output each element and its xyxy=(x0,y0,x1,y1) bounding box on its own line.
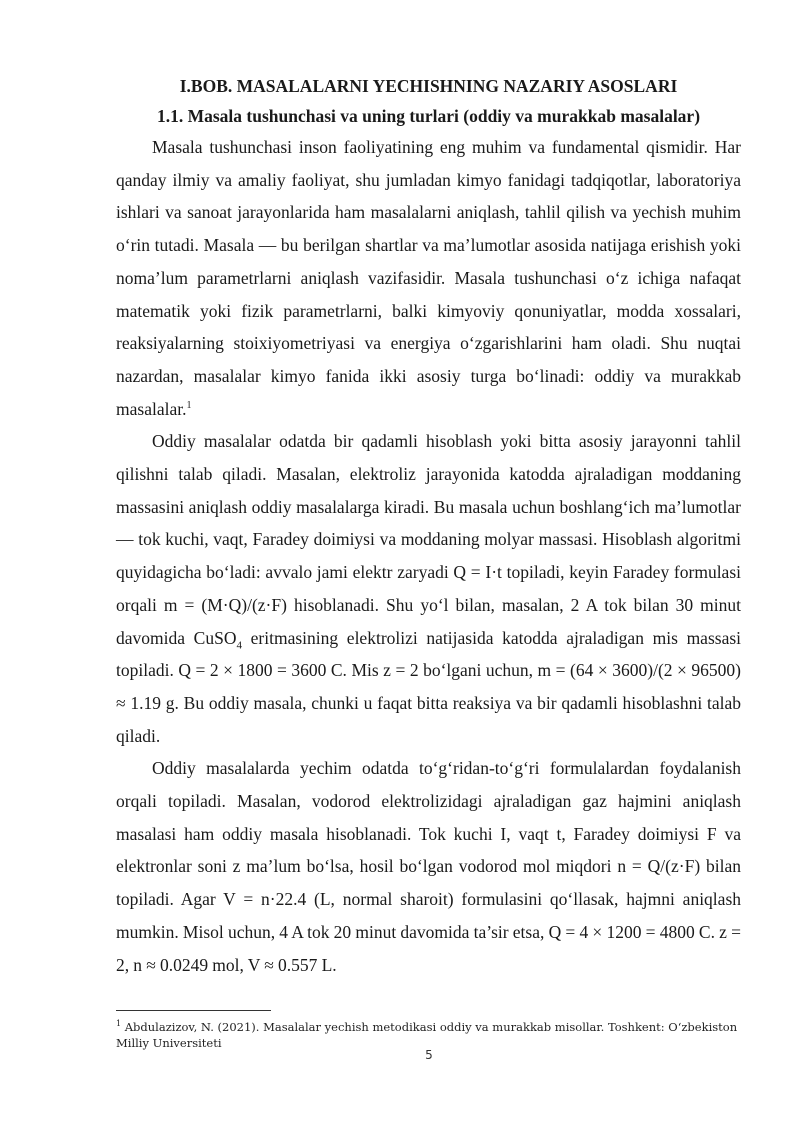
page-content xyxy=(116,72,741,981)
chapter-title: I.BOB. MASALALARNI YECHISHNING NAZARIY ASOSLARI xyxy=(179,76,678,96)
page-number: 5 xyxy=(425,1048,433,1062)
paragraph-3: Oddiy masalalarda yechim odatda to‘g‘ridan-to‘g‘ri formulalardan foydalanish orqali topiladi. Masalan, vodorod elektrolizidagi ajraladigan gaz hajmini aniqlash masalasi ham oddiy masala hisoblanadi. Tok kuchi I, vaqt t, Faradey doimiysi F va elektronlar soni z ma’lum bo‘lsa, hosil bo‘lgan vodorod mol miqdori n = Q/(z·F) bilan topiladi. Agar V = n·22.4 (L, normal sharoit) formulasini qo‘llasak, hajmni aniqlash mumkin. Misol uchun, 4 A tok 20 minut davomida ta’sir etsa, Q = 4 × 1200 = 4800 C. z = 2, n ≈ 0.0249 mol, V ≈ 0.557 L. xyxy=(116,758,741,975)
paragraph-2-text-b: eritmasining elektrolizi natijasida katodda ajraladigan mis massasi topiladi. Q = 2 × 1800 = 3600 C. Mis z = 2 bo‘lgani uchun, m = (64 × 3600)/(2 × 96500) ≈ 1.19 g. Bu oddiy masala, chunki u faqat bitta reaksiya va bir qadamli hisoblashni talab qiladi. xyxy=(116,627,742,746)
footnote xyxy=(116,1016,741,1051)
footnote-reference[interactable]: 1 xyxy=(186,399,192,411)
footnote-divider xyxy=(116,1010,271,1011)
section-title: 1.1. Masala tushunchasi va uning turlari (oddiy va murakkab masalalar) xyxy=(156,106,701,126)
paragraph-2 xyxy=(116,425,741,752)
subscript-4: 4 xyxy=(236,639,242,652)
paragraph-1 xyxy=(116,131,741,425)
paragraph-2-text-a: Oddiy masalalar odatda bir qadamli hisoblash yoki bitta asosiy jarayonni tahlil qilishni talab qiladi. Masalan, elektroliz jarayonida katodda ajraladigan moddaning massasini aniqlash oddiy masalalarga kiradi. Bu masala uchun boshlang‘ich ma’lumotlar — tok kuchi, vaqt, Faradey doimiysi va moddaning molyar massasi. Hisoblash algoritmi quyidagicha bo‘ladi: avvalo jami elektr zaryadi Q = I·t topiladi, keyin Faradey formulasi orqali m = (M·Q)/(z·F) hisoblanadi. Shu yo‘l bilan, masalan, 2 A tok bilan 30 minut davomida CuSO xyxy=(116,431,741,648)
footnote-text: Abdulazizov, N. (2021). Masalalar yechish metodikasi oddiy va murakkab misollar. Toshkent: O‘zbekiston Milliy Universiteti xyxy=(116,1019,738,1050)
footnote-marker: 1 xyxy=(116,1019,122,1028)
paragraph-1-text: Masala tushunchasi inson faoliyatining eng muhim va fundamental qismidir. Har qanday ilmiy va amaliy faoliyat, shu jumladan kimyo fanidagi tadqiqotlar, laboratoriya ishlari va sanoat jarayonlarida ham masalalarni aniqlash, tahlil qilish va yechish muhim o‘rin tutadi. Masala — bu berilgan shartlar va ma’lumotlar asosida natijaga erishish yoki noma’lum parametrlarni aniqlash vazifasidir. Masala tushunchasi o‘z ichiga nafaqat matematik yoki fizik parametrlarni, balki kimyoviy qonuniyatlar, modda xossalari, reaksiyalarning stoixiyometriyasi va energiya o‘zgarishlarini ham oladi. Shu nuqtai nazardan, masalalar kimyo fanida ikki asosiy turga bo‘linadi: oddiy va murakkab masalalar. xyxy=(116,137,741,419)
